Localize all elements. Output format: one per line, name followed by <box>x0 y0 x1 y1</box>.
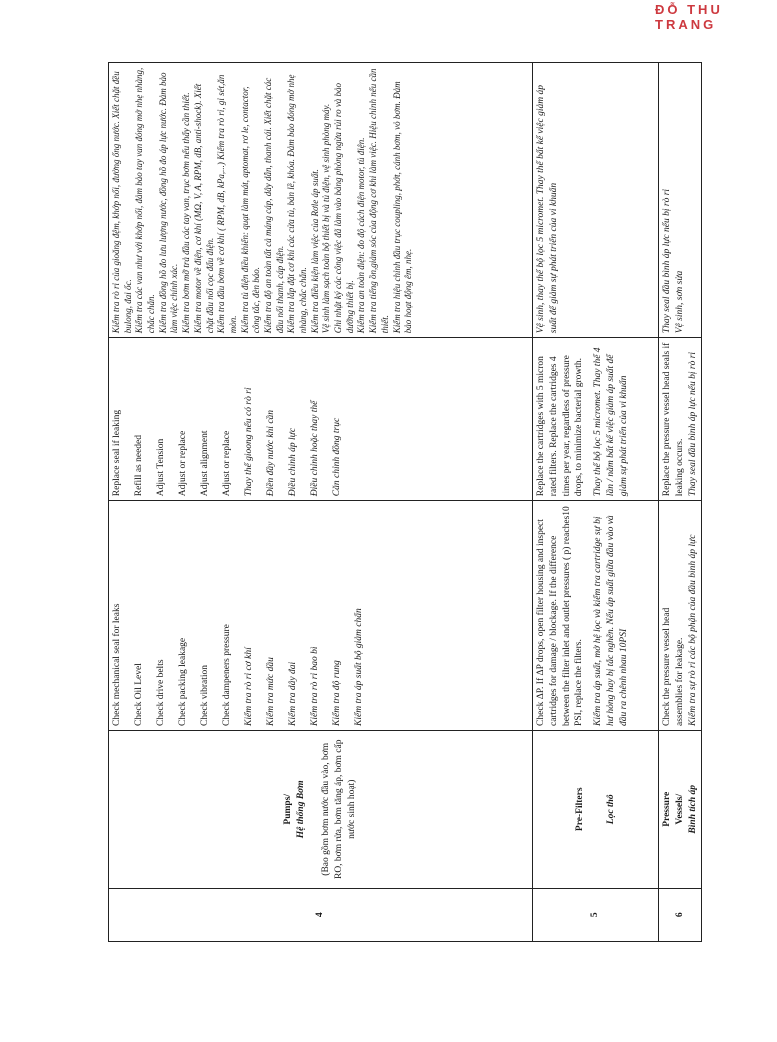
note-item: Kiểm tra an toàn điện: đo độ cách điện motor, tủ điện. <box>356 137 367 334</box>
notes-cell <box>533 63 659 338</box>
note-item: Vệ sinh, sơn sửa <box>674 270 685 334</box>
check-item: Check ΔP. If ΔP drops, open filter housing and inspect cartridges for damage / blockage. If the difference between the filter inlet and outlet pressures ( p) reaches10 PSI, replace the filters. <box>536 506 585 726</box>
row-number: 5 <box>533 888 659 941</box>
maintenance-table <box>108 62 702 942</box>
note-item: Vệ sinh, thay thế bộ lọc 5 micromet. Thay thế bất kể việc giảm áp suất để giảm sự phát triển của vi khuẩn <box>536 85 559 334</box>
action-item: Replace the cartridges with 5 micron rated filters. Replace the cartridges 4 times per year, regardless of pressure drops, to minimize bacterial growth. <box>536 355 585 497</box>
equipment-name-vi: Lọc thô <box>605 794 616 825</box>
equipment-name-vi: Bình tích áp <box>687 784 698 834</box>
check-item: Check packing leakage <box>178 637 188 726</box>
action-item: Thay thế gioong nếu có rò rỉ <box>244 387 254 497</box>
note-item: Thay seal đầu bình áp lực nếu bị rò rỉ <box>662 188 672 334</box>
note-item: Kiểm tra lắp đặt cơ khí các cửa tủ, bản lề, khóa. Đảm bảo đóng mở nhẹ nhàng, chắc chắn. <box>286 74 308 334</box>
action-item: Điền đầy nước khi cần <box>266 409 276 497</box>
note-item: Kiểm tra rò rỉ của gioăng đệm, khớp nối, đường ống nước. Xiết chặt đều bulong, đai ốc. <box>111 71 133 334</box>
note-item: Kiểm tra hiệu chỉnh đầu trục coupling, phớt, cánh bơm, vỏ bơm. Đảm bảo hoạt động êm, nhẹ. <box>391 81 414 334</box>
equipment-name-en: Pressure <box>662 791 672 827</box>
action-item: Điều chỉnh áp lực <box>288 427 298 497</box>
check-item: Kiểm tra sự rò rỉ các bộ phận của đầu bình áp lực <box>687 534 698 726</box>
action-item: Refill as needed <box>134 434 144 497</box>
equipment-name-en-2: Vessels/ <box>674 793 685 825</box>
check-items-cell <box>659 501 702 731</box>
note-item: Vệ sinh làm sạch toàn bộ thiết bị và tủ điện, vệ sinh phòng máy. <box>321 103 332 334</box>
rotated-page <box>108 62 698 942</box>
row-number: 4 <box>109 888 533 941</box>
check-items-cell <box>109 501 533 731</box>
check-item: Check dampeners pressure <box>222 624 232 726</box>
check-item: Kiểm tra độ rung <box>332 660 342 726</box>
action-item: Adjust alignment <box>200 430 210 497</box>
note-item: Kiểm tra tủ điện điều khiển: quạt làm mát, aptomat, rơ le, contactor, công tắc, đèn báo. <box>239 86 262 334</box>
check-item: Kiểm tra áp suất, mở hệ lọc và kiểm tra cartridge sự bị hư hỏng hay bị tắc nghẽn. Nếu áp suất giữa đầu vào và đầu ra chênh nhau 10PSI <box>593 515 629 726</box>
check-item: Check drive belts <box>156 659 166 726</box>
row-number: 6 <box>659 888 702 941</box>
check-item: Check Oil Level <box>134 663 144 726</box>
check-item: Kiểm tra mức dầu <box>266 657 276 726</box>
notes-cell <box>109 63 533 338</box>
equipment-name-en: Pumps/ <box>283 793 294 825</box>
action-item: Thay thế bộ lọc 5 micromet. Thay thế 4 lần / năm bất kể việc giảm áp suất để giảm sự phát triển của vi khuẩn <box>593 347 629 497</box>
note-item: Kiểm tra đồng hồ đo lưu lượng nước, đồng hồ đo áp lực nước. Đảm bảo làm việc chính xác. <box>157 72 180 334</box>
check-item: Kiểm tra rò rỉ cơ khí <box>244 647 254 726</box>
note-item: Ghi nhật ký các công việc đã làm vào bảng phòng ngừa rủi ro và bảo dưỡng thiết bị. <box>333 82 355 334</box>
table-row-prefilters <box>533 63 659 942</box>
table-row-pumps <box>109 63 533 942</box>
equipment-note: (Bao gồm bơm nước đầu vào, bơm RO, bơm rửa, bơm tăng áp, bơm cấp nước sinh hoạt) <box>321 739 357 880</box>
equipment-name-en: Pre-Filters <box>574 787 585 832</box>
action-item: Thay seal đầu bình áp lực nếu bị rò rỉ <box>687 351 698 497</box>
check-item: Kiểm tra áp suất bộ giảm chấn <box>354 608 364 726</box>
action-item: Điều chỉnh hoặc thay thế <box>310 400 320 497</box>
note-item: Kiểm tra bơm mỡ trả đầu các tay van, trục bơm nếu thấy cần thiết. <box>181 92 192 334</box>
notes-cell <box>659 63 702 338</box>
action-item: Replace seal if leaking <box>112 409 122 497</box>
red-stamp: ĐỖ THU TRANG <box>655 2 723 32</box>
check-item: assemblies for leakage. <box>674 637 685 726</box>
check-items-cell <box>533 501 659 731</box>
action-items-cell <box>109 338 533 501</box>
action-item: Adjust or replace <box>222 430 232 497</box>
check-item: Check the pressure vessel head <box>662 607 672 726</box>
equipment-name-vi: Hệ thống Bơm <box>296 780 307 839</box>
equipment-name-cell <box>109 730 533 888</box>
action-item: Adjust Tension <box>156 438 166 497</box>
action-item: Replace the pressure vessel head seals if leaking occurs. <box>662 342 685 497</box>
check-item: Check mechanical seal for leaks <box>112 603 122 726</box>
table-row-pressure-vessels <box>659 63 702 942</box>
equipment-name-cell <box>533 730 659 888</box>
action-items-cell <box>533 338 659 501</box>
action-item: Căn chỉnh đồng trục <box>332 417 342 497</box>
note-item: Kiểm tra điều kiện làm việc của Rơle áp suất. <box>309 168 320 334</box>
check-item: Check vibration <box>200 665 210 726</box>
equipment-name-cell <box>659 730 702 888</box>
check-item: Kiểm tra dây đai <box>288 661 298 726</box>
note-item: Kiểm tra đầu bơm về cơ khí ( RPM, dB, kPa,...) Kiểm tra rò rỉ, gỉ sét,ăn mòn. <box>216 74 238 334</box>
check-item: Kiểm tra rò rỉ bao bì <box>310 646 320 726</box>
note-item: Kiểm tra độ an toàn tất cả máng cáp, dây dẫn, thanh cái. Xiết chặt các đầu nối thanh, cáp điện. <box>262 77 285 334</box>
action-item: Adjust or replace <box>178 430 188 497</box>
note-item: Kiểm tra tiếng ồn,giảm sóc của động cơ khi làm việc. Hiệu chỉnh nếu cần thiết. <box>368 68 390 334</box>
note-item: Kiểm tra motor về điện, cơ khí (MΩ, V, A, RPM, dB, anti-shock). Xiết chặt đầu nối cọc đấu điện. <box>192 83 215 334</box>
note-item: Kiểm tra các van như với khớp nối, đảm bảo tay van đóng mở nhẹ nhàng, chắc chắn. <box>134 67 157 334</box>
action-items-cell <box>659 338 702 501</box>
